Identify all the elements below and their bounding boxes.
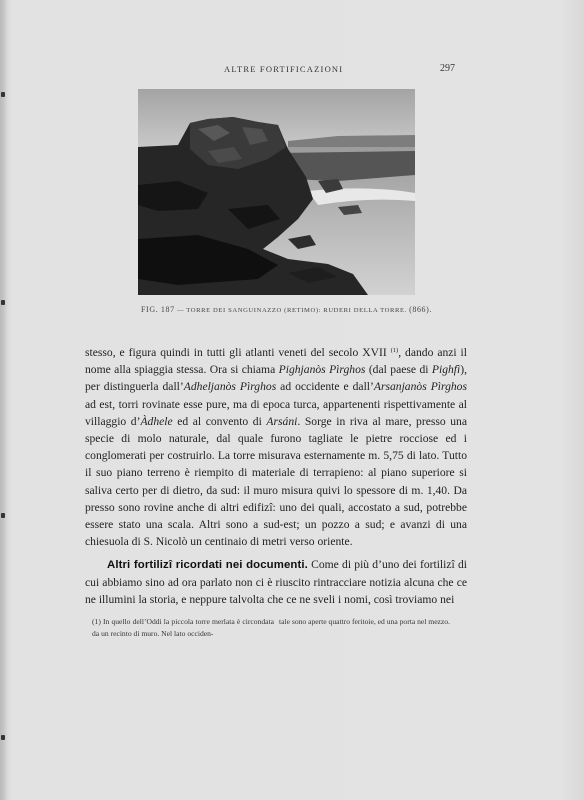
text-run: , dando anzi il nome alla spiaggia stessa. Ora si chiama xyxy=(85,346,467,377)
page-number: 297 xyxy=(440,63,455,74)
text-run: (dal paese di xyxy=(365,363,432,377)
footnote-right: tale sono aperte quattro feritoie, ed una porta nel mezzo. xyxy=(279,617,450,626)
binding-mark xyxy=(1,513,5,518)
footnote-marker: (1) xyxy=(390,347,399,354)
figure-number: FIG. 187 xyxy=(141,305,175,314)
body-paragraph xyxy=(85,556,467,609)
text-run: ad occidente e dall’ xyxy=(276,380,374,394)
text-run: Come di più d’uno dei fortilizî di cui abbiamo sino ad ora parlato non ci è riuscito rintracciare notizia alcuna che ce ne illumini la storia, e neppure talvolta che ce ne sveli i nomi, così troviamo nei xyxy=(85,558,467,607)
text-run: . Sorge in riva al mare, presso una specie di molo naturale, dal quale furono tagliate le pietre rocciose ed i conglomerati per costruirlo. La torre misurava esternamente m. 5,75 di lato. Tutto il suo piano terreno è riempito di materiale di terrapieno: al piano superiore si saliva certo per di dietro, da sud: il muro misura quivi lo spessore di m. 1,40. Da presso sono rovine anche di altri edifizî: uno dei quali, accostato a sud, potrebbe essere stato una scala. Altri sono a sud-est; un pozzo a sud; e avanzi di una chiesuola di S. Nicolò un centinaio di metri verso oriente. xyxy=(85,414,467,549)
place-name: Arsanjanòs Pìrghos xyxy=(373,380,467,394)
figure-caption xyxy=(141,305,441,314)
text-run: ed al convento di xyxy=(172,414,267,428)
place-name: Arsáni xyxy=(266,414,298,428)
place-name: Pighfì xyxy=(431,363,461,377)
binding-mark xyxy=(1,300,5,305)
section-heading: Altri fortilizî ricordati nei documenti. xyxy=(107,559,308,571)
caption-reference: (866). xyxy=(409,305,433,314)
binding-mark xyxy=(1,735,5,740)
binding-shadow xyxy=(0,0,8,800)
footnote-left: (1) In quello dell’Oddi la piccola torre merlata è circondata da un recinto di muro. Nel lato occiden- xyxy=(92,617,274,638)
place-name: Àdhele xyxy=(140,414,173,428)
text-run: ), per distinguerla dall’ xyxy=(85,363,467,394)
body-paragraph xyxy=(85,344,467,550)
binding-mark xyxy=(1,92,5,97)
running-head: ALTRE FORTIFICAZIONI xyxy=(224,64,344,74)
caption-text: TORRE DEI SANGUINAZZO (RETIMO): RUDERI DELLA TORRE. xyxy=(186,307,407,314)
tower-ruins-photo xyxy=(138,89,415,295)
place-name: Adheljanòs Pìrghos xyxy=(183,380,277,394)
text-run: stesso, e figura quindi in tutti gli atlanti veneti del secolo XVII xyxy=(85,346,391,359)
caption-dash: — xyxy=(176,307,185,314)
place-name: Pighjanòs Pìrghos xyxy=(278,363,366,377)
text-run: ad est, torri rovinate esse pure, ma di epoca turca, appartenenti rispettivamente al villaggio d’ xyxy=(85,397,467,428)
